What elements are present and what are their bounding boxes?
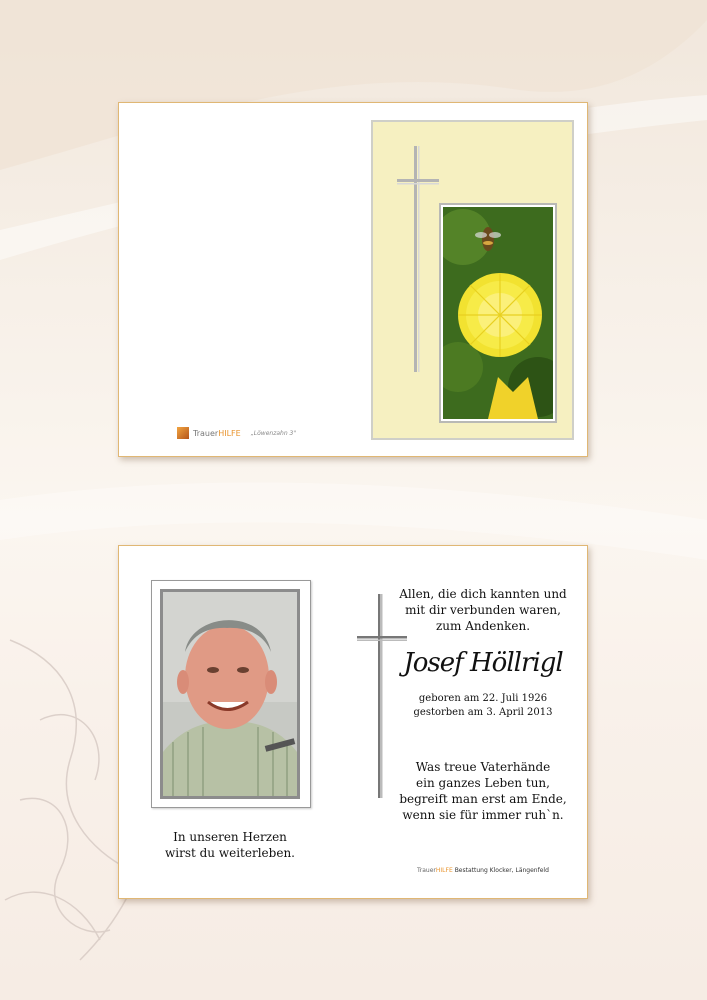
memorial-verse-top [389,586,577,634]
life-dates [389,692,577,720]
portrait-photo [163,592,297,796]
brand-logo [177,427,296,439]
dandelion-with-bee-photo [443,207,553,419]
product-name: „Löwenzahn 3" [250,429,297,437]
portrait-inner-frame [160,589,300,799]
footer-text: Bestattung Klocker, Längenfeld [454,867,549,874]
front-card [118,102,588,457]
memorial-heart-text [151,829,309,861]
footer-brand-part1: Trauer [417,867,436,874]
verse-line: Allen, die dich kannten und [399,587,567,601]
dandelion-photo-frame [439,203,557,423]
cover-panel [371,120,574,440]
verse-line: begreift man erst am Ende, [399,792,567,806]
back-card [118,545,588,899]
brand-name-part2: HILFE [218,428,241,438]
memorial-verse-bottom [389,759,577,823]
heart-line: wirst du weiterleben. [164,846,295,860]
heart-line: In unseren Herzen [173,830,287,844]
verse-line: zum Andenken. [435,619,531,633]
birth-date: geboren am 22. Juli 1926 [418,693,548,704]
deceased-name: Josef Höllrigl [403,648,563,678]
cross-icon [395,146,443,372]
portrait-frame [151,580,311,808]
verse-line: mit dir verbunden waren, [405,603,561,617]
verse-line: Was treue Vaterhände [415,760,551,774]
death-date: gestorben am 3. April 2013 [413,707,553,718]
brand-name-part1: Trauer [193,428,219,438]
verse-line: wenn sie für immer ruh`n. [402,808,564,822]
brand-logo-icon [177,427,189,439]
card-footer [417,867,549,874]
verse-line: ein ganzes Leben tun, [416,776,550,790]
footer-brand-part2: HILFE [435,867,453,874]
